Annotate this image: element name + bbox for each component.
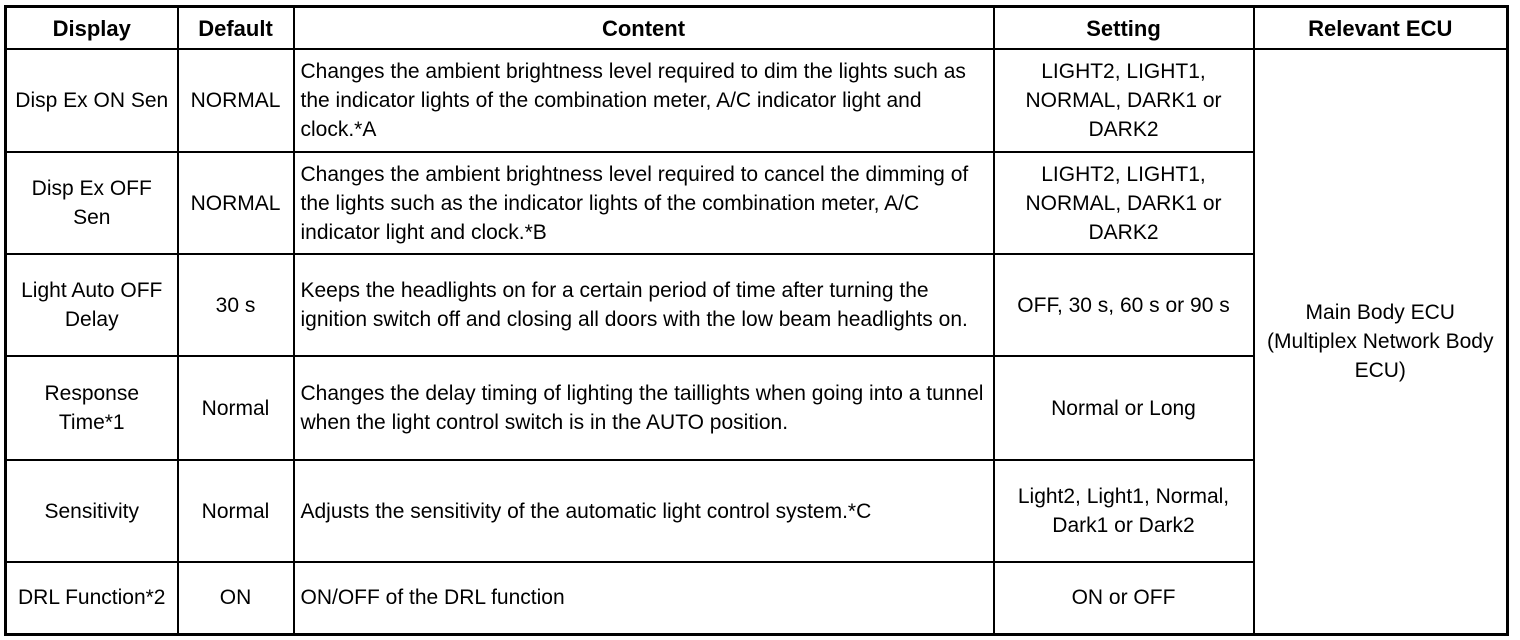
header-setting: Setting <box>994 7 1254 50</box>
cell-display: Disp Ex ON Sen <box>6 49 178 152</box>
cell-content: Changes the ambient brightness level required to cancel the dimming of the lights such as the indicator lights of the combination meter, A/C indicator light and clock.*B <box>294 152 994 254</box>
table-header-row <box>6 7 1508 50</box>
cell-setting: Normal or Long <box>994 356 1254 460</box>
cell-content: Changes the delay timing of lighting the taillights when going into a tunnel when the light control switch is in the AUTO position. <box>294 356 994 460</box>
cell-setting: OFF, 30 s, 60 s or 90 s <box>994 254 1254 356</box>
cell-display: Sensitivity <box>6 460 178 562</box>
customize-parameter-table <box>4 5 1509 636</box>
header-default: Default <box>178 7 294 50</box>
cell-default: NORMAL <box>178 152 294 254</box>
cell-display: Light Auto OFF Delay <box>6 254 178 356</box>
header-display: Display <box>6 7 178 50</box>
header-relevant-ecu: Relevant ECU <box>1254 7 1508 50</box>
cell-display: DRL Function*2 <box>6 562 178 634</box>
cell-default: Normal <box>178 460 294 562</box>
cell-setting: Light2, Light1, Normal, Dark1 or Dark2 <box>994 460 1254 562</box>
cell-content: Keeps the headlights on for a certain period of time after turning the ignition switch off and closing all doors with the low beam headlights on. <box>294 254 994 356</box>
cell-display: Disp Ex OFF Sen <box>6 152 178 254</box>
cell-display: Response Time*1 <box>6 356 178 460</box>
cell-setting: ON or OFF <box>994 562 1254 634</box>
cell-setting: LIGHT2, LIGHT1, NORMAL, DARK1 or DARK2 <box>994 152 1254 254</box>
cell-content: Changes the ambient brightness level required to dim the lights such as the indicator lights of the combination meter, A/C indicator light and clock.*A <box>294 49 994 152</box>
table-row <box>6 49 1508 152</box>
cell-content: Adjusts the sensitivity of the automatic light control system.*C <box>294 460 994 562</box>
cell-default: 30 s <box>178 254 294 356</box>
cell-default: NORMAL <box>178 49 294 152</box>
header-content: Content <box>294 7 994 50</box>
cell-default: ON <box>178 562 294 634</box>
cell-default: Normal <box>178 356 294 460</box>
cell-relevant-ecu: Main Body ECU (Multiplex Network Body ECU) <box>1254 49 1508 634</box>
cell-content: ON/OFF of the DRL function <box>294 562 994 634</box>
cell-setting: LIGHT2, LIGHT1, NORMAL, DARK1 or DARK2 <box>994 49 1254 152</box>
